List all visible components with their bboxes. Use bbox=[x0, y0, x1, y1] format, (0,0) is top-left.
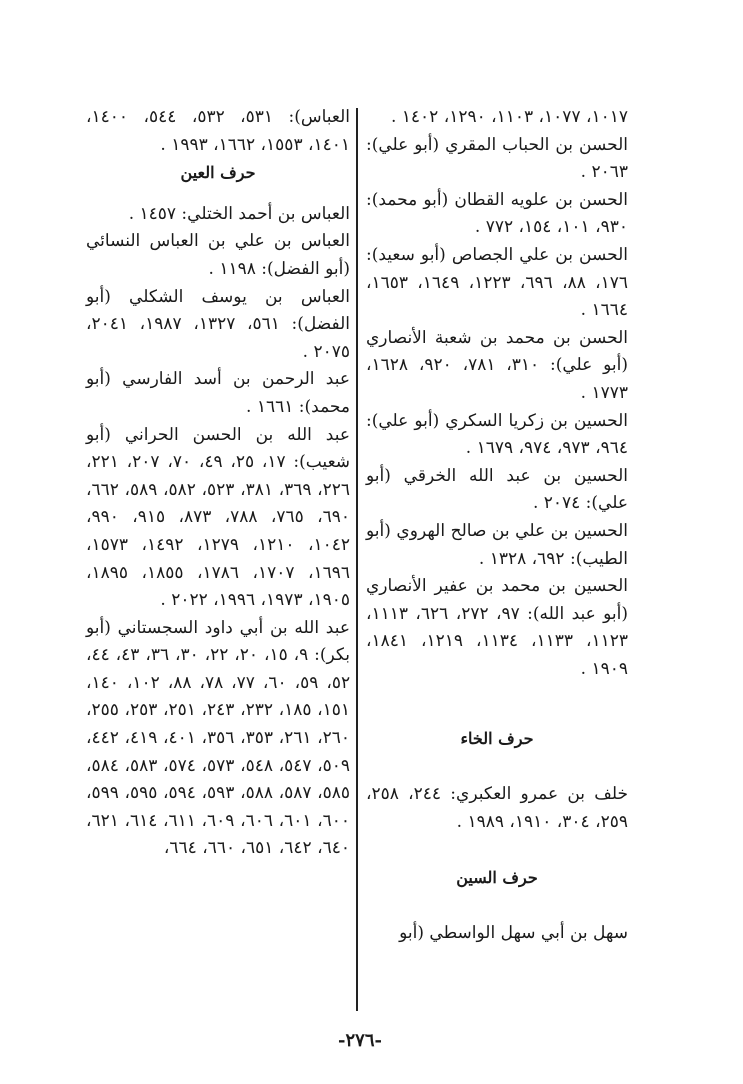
index-entry: عبد الرحمن بن أسد الفارسي (أبو محمد): ١٦٦١ . bbox=[86, 369, 350, 417]
index-entry: العباس بن أحمد الختلي: ١٤٥٧ . bbox=[128, 203, 350, 224]
index-entry: عبد الله بن الحسن الحراني (أبو شعيب): ١٧، ٢٥، ٤٩، ٧٠، ٢٠٧، ٢٢١، ٢٢٦، ٣٦٩، ٣٨١، ٥٢٣، ٥٨٢، ٥٨٩، ٦٦٢، ٦٩٠، ٧٦٥، ٧٨٨، ٨٧٣، ٩١٥، ٩٩٠، ١٠٤٢، ١٢١٠، ١٢٧٩، ١٤٩٢، ١٥٧٣، ١٦٩٦، ١٧٠٧، ١٧٨٦، ١٨٥٥، ١٨٩٥، ١٩٠٥، ١٩٧٣، ١٩٩٦، ٢٠٢٢ . bbox=[86, 424, 351, 611]
page-number: -٢٧٦- bbox=[338, 1030, 382, 1051]
section-heading-ain: حرف العين bbox=[180, 163, 256, 183]
left-column bbox=[86, 104, 350, 863]
column-divider bbox=[356, 108, 358, 1011]
index-entry: العباس بن يوسف الشكلي (أبو الفضل): ٥٦١، ١٣٢٧، ١٩٨٧، ٢٠٤١، ٢٠٧٥ . bbox=[86, 286, 350, 362]
index-entry: الحسن بن الحباب المقري (أبو علي): ٢٠٦٣ . bbox=[366, 134, 628, 183]
index-entry: الحسين بن محمد بن عفير الأنصاري (أبو عبد الله): ٩٧، ٢٧٢، ٦٢٦، ١١١٣، ١١٢٣، ١١٣٣، ١١٣٤، ١٢١٩، ١٨٤١، ١٩٠٩ . bbox=[366, 576, 629, 679]
index-entry: الحسن بن علويه القطان (أبو محمد): ٩٣٠، ١٠١، ١٥٤، ٧٧٢ . bbox=[366, 189, 628, 238]
index-entry: سهل بن أبي سهل الواسطي (أبو bbox=[399, 922, 628, 943]
index-entry: خلف بن عمرو العكبري: ٢٤٤، ٢٥٨، ٢٥٩، ٣٠٤، ١٩١٠، ١٩٨٩ . bbox=[366, 784, 629, 832]
index-entry: الحسين بن علي بن صالح الهروي (أبو الطيب): ٦٩٢، ١٣٢٨ . bbox=[366, 520, 628, 569]
index-entry: عبد الله بن أبي داود السجستاني (أبو بكر): ٩، ١٥، ٢٠، ٢٢، ٣٠، ٣٦، ٤٣، ٤٤، ٥٢، ٥٩، ٦٠، ٧٧، ٧٨، ٨٨، ١٠٢، ١٤٠، ١٥١، ١٨٥، ٢٣٢، ٢٤٣، ٢٥١، ٢٥٣، ٢٥٥، ٢٦٠، ٢٦١، ٣٥٣، ٣٥٦، ٤٠١، ٤١٩، ٤٤٢، ٥٠٩، ٥٤٧، ٥٤٨، ٥٧٣، ٥٧٤، ٥٨٣، ٥٨٤، ٥٨٥، ٥٨٧، ٥٨٨، ٥٩٣، ٥٩٤، ٥٩٥، ٥٩٩، ٦٠٠، ٦٠١، ٦٠٦، ٦٠٩، ٦١١، ٦١٤، ٦٢١، ٦٤٠، ٦٤٢، ٦٥١، ٦٦٠، ٦٦٤، bbox=[86, 617, 351, 859]
index-entry: الحسين بن زكريا السكري (أبو علي): ٩٦٤، ٩٧٣، ٩٧٤، ١٦٧٩ . bbox=[366, 410, 628, 459]
right-column bbox=[366, 104, 628, 947]
index-entry: العباس): ٥٣١، ٥٣٢، ٥٤٤، ١٤٠٠، ١٤٠١، ١٥٥٣، ١٦٦٢، ١٩٩٣ . bbox=[86, 107, 351, 155]
index-entry: الحسن بن علي الجصاص (أبو سعيد): ١٧٦، ٨٨، ٦٩٦، ١٢٢٣، ١٦٤٩، ١٦٥٣، ١٦٦٤ . bbox=[366, 244, 628, 321]
section-heading-seen: حرف السين bbox=[456, 868, 538, 888]
section-heading-khaa: حرف الخاء bbox=[460, 729, 534, 749]
index-entry: العباس بن علي بن العباس النسائي (أبو الفضل): ١١٩٨ . bbox=[86, 231, 350, 279]
index-entry: الحسن بن محمد بن شعبة الأنصاري (أبو علي): ٣١٠، ٧٨١، ٩٢٠، ١٦٢٨، ١٧٧٣ . bbox=[366, 327, 629, 403]
index-entry: ١٠١٧، ١٠٧٧، ١١٠٣، ١٢٩٠، ١٤٠٢ . bbox=[390, 107, 628, 127]
index-entry: الحسين بن عبد الله الخرقي (أبو علي): ٢٠٧٤ . bbox=[366, 465, 628, 514]
